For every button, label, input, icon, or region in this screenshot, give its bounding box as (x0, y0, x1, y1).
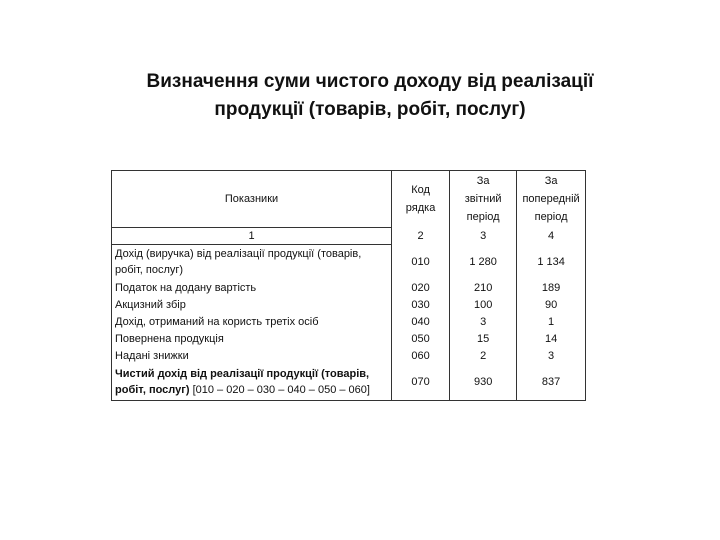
row-name: Акцизний збір (112, 296, 392, 313)
table-row (112, 279, 586, 296)
table-header-row (112, 171, 586, 228)
total-row (112, 364, 586, 401)
table-row (112, 296, 586, 313)
row-code: 050 (392, 330, 450, 347)
column-number: 4 (517, 228, 586, 245)
title-line-1: Визначення суми чистого доходу від реалізації (146, 71, 594, 92)
header-current-line2: звітний (464, 193, 502, 206)
row-name: Надані знижки (112, 347, 392, 364)
row-name: Повернена продукція (112, 330, 392, 347)
column-number: 3 (450, 228, 517, 245)
column-number: 2 (392, 228, 450, 245)
row-current: 1 280 (450, 245, 517, 280)
row-current: 15 (450, 330, 517, 347)
row-name: Дохід, отриманий на користь третіх осіб (112, 313, 392, 330)
row-code: 020 (392, 279, 450, 296)
header-code (392, 171, 450, 228)
row-name: Податок на додану вартість (112, 279, 392, 296)
row-name: Дохід (виручка) від реалізації продукції (товарів, робіт, послуг) (112, 245, 392, 280)
header-previous-line2: попередній (522, 193, 580, 206)
header-previous-period (517, 171, 586, 228)
row-current: 210 (450, 279, 517, 296)
table-row (112, 313, 586, 330)
total-previous: 837 (517, 364, 586, 401)
table-row (112, 330, 586, 347)
header-code-line2: рядка (405, 202, 436, 215)
row-previous: 1 (517, 313, 586, 330)
total-current: 930 (450, 364, 517, 401)
header-previous-line3: період (534, 211, 568, 224)
header-code-line1: Код (411, 184, 430, 197)
row-previous: 189 (517, 279, 586, 296)
table-row (112, 245, 586, 280)
total-formula: [010 – 020 – 030 – 040 – 050 – 060] (189, 384, 370, 396)
row-code: 030 (392, 296, 450, 313)
total-name-bold: Чистий дохід від реалізації продукції (товарів, робіт, послуг) (115, 368, 370, 396)
header-indicators: Показники (112, 171, 392, 228)
row-current: 3 (450, 313, 517, 330)
page-title (110, 68, 630, 124)
row-current: 2 (450, 347, 517, 364)
total-code: 070 (392, 364, 450, 401)
header-previous-line1: За (544, 175, 558, 188)
row-previous: 1 134 (517, 245, 586, 280)
row-code: 060 (392, 347, 450, 364)
header-current-period (450, 171, 517, 228)
column-number: 1 (112, 228, 392, 245)
row-previous: 14 (517, 330, 586, 347)
row-current: 100 (450, 296, 517, 313)
table-row (112, 347, 586, 364)
total-name (112, 364, 392, 401)
row-previous: 90 (517, 296, 586, 313)
row-code: 010 (392, 245, 450, 280)
header-current-line3: період (466, 211, 500, 224)
header-current-line1: За (476, 175, 490, 188)
title-line-2: продукції (товарів, робіт, послуг) (214, 99, 526, 120)
income-table (111, 170, 586, 401)
row-code: 040 (392, 313, 450, 330)
column-number-row (112, 228, 586, 245)
row-previous: 3 (517, 347, 586, 364)
